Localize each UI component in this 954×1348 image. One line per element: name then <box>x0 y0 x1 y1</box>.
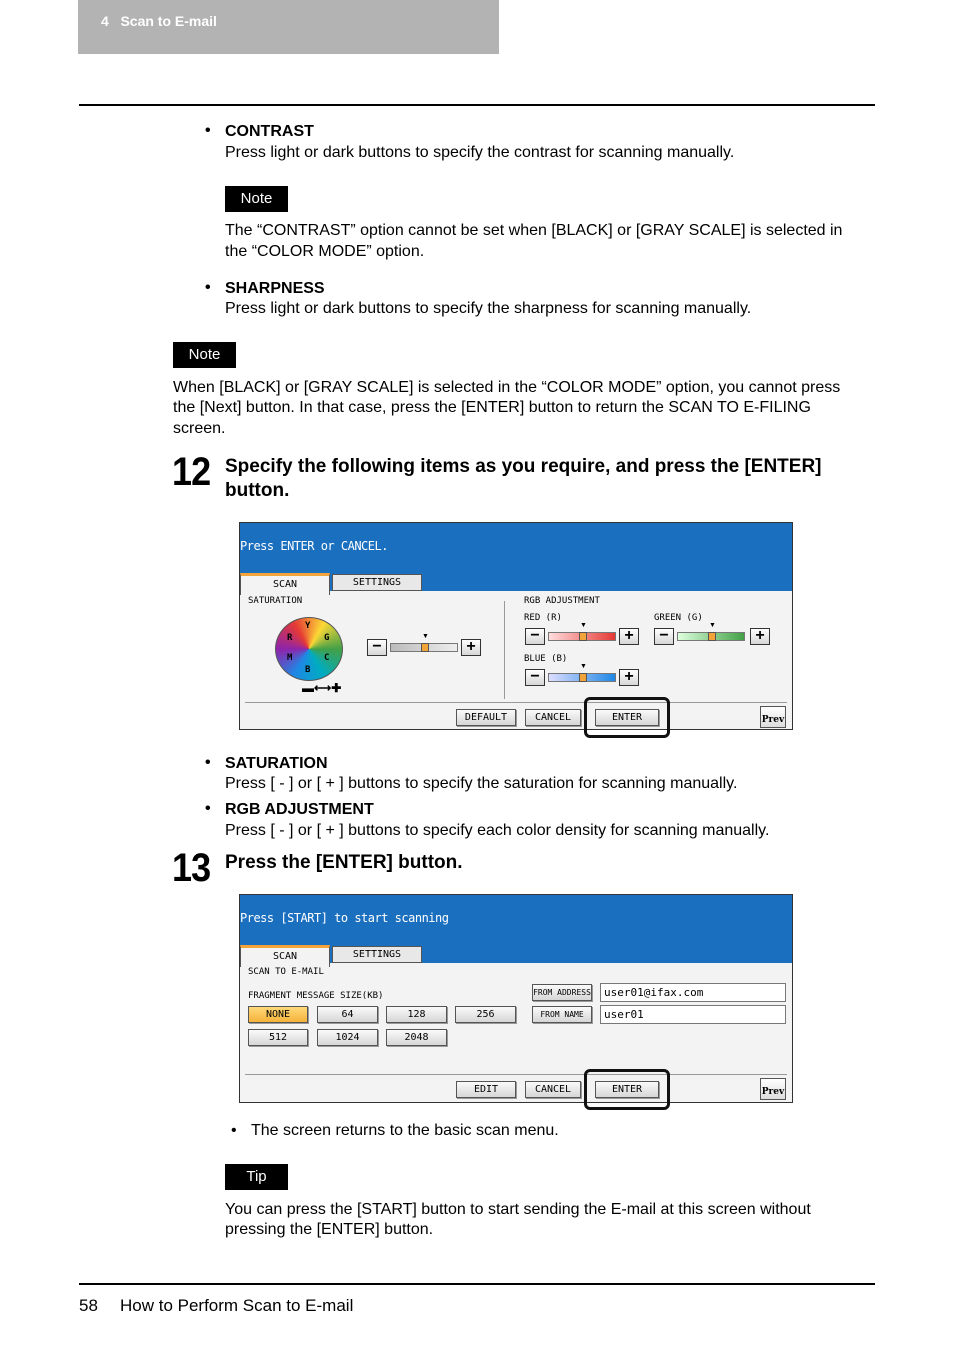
screen-divider <box>504 601 505 699</box>
size-64-button[interactable]: 64 <box>317 1006 378 1023</box>
note-label: Note <box>173 342 236 368</box>
bullet-dot: • <box>205 279 211 296</box>
from-address-button[interactable]: FROM ADDRESS <box>532 984 592 1001</box>
saturation-minus-button[interactable]: − <box>367 639 387 656</box>
size-128-button[interactable]: 128 <box>386 1006 447 1023</box>
bullet-dot: • <box>205 754 211 771</box>
size-512-button[interactable]: 512 <box>248 1029 308 1046</box>
cancel-button[interactable]: CANCEL <box>525 1081 581 1098</box>
screen-message: Press ENTER or CANCEL. <box>240 539 388 553</box>
step-number-12: 12 <box>172 450 211 494</box>
wheel-label-r: R <box>287 633 293 643</box>
blue-plus-button[interactable]: + <box>619 669 639 686</box>
note2-line1: When [BLACK] or [GRAY SCALE] is selected in the “COLOR MODE” option, you cannot press <box>173 379 841 396</box>
saturation-desc: Press [ - ] or [ + ] buttons to specify the saturation for scanning manually. <box>225 775 738 792</box>
contrast-note-line2: the “COLOR MODE” option. <box>225 243 425 260</box>
contrast-title: CONTRAST <box>225 123 314 140</box>
saturation-title: SATURATION <box>225 755 328 772</box>
rgb-desc: Press [ - ] or [ + ] buttons to specify each color density for scanning manually. <box>225 822 770 839</box>
tab-scan[interactable]: SCAN <box>240 945 330 967</box>
bullet-dot: • <box>231 1122 237 1139</box>
red-default-triangle-icon: ▼ <box>580 622 587 629</box>
enter-highlight-frame <box>584 697 670 738</box>
wheel-label-c: C <box>324 653 330 663</box>
prev-button[interactable]: Prev <box>760 706 786 728</box>
default-button[interactable]: DEFAULT <box>456 709 516 726</box>
result-text: The screen returns to the basic scan menu. <box>251 1122 559 1139</box>
from-name-field[interactable]: user01 <box>600 1005 786 1024</box>
saturation-default-triangle-icon: ▼ <box>422 633 429 640</box>
sharpness-desc: Press light or dark buttons to specify the sharpness for scanning manually. <box>225 300 752 317</box>
enter-highlight-frame <box>584 1069 670 1110</box>
note2-line3: screen. <box>173 420 226 437</box>
saturation-plus-button[interactable]: + <box>461 639 481 656</box>
saturation-marker <box>421 643 429 652</box>
chapter-header: 4 Scan to E-mail <box>101 13 217 29</box>
red-plus-button[interactable]: + <box>619 628 639 645</box>
cancel-button[interactable]: CANCEL <box>525 709 581 726</box>
tab-settings[interactable]: SETTINGS <box>332 574 422 591</box>
contrast-note-line1: The “CONTRAST” option cannot be set when [BLACK] or [GRAY SCALE] is selected in <box>225 222 843 239</box>
tip-line1: You can press the [START] button to start sending the E-mail at this screen without <box>225 1201 811 1218</box>
green-default-triangle-icon: ▼ <box>709 622 716 629</box>
edit-button[interactable]: EDIT <box>456 1081 516 1098</box>
note2-line2: the [Next] button. In that case, press the [ENTER] button to return the SCAN TO E-FILING <box>173 399 811 416</box>
step13-title: Press the [ENTER] button. <box>225 852 463 873</box>
green-minus-button[interactable]: − <box>654 628 674 645</box>
step12-title-line1: Specify the following items as you require, and press the [ENTER] <box>225 456 822 477</box>
sharpness-title: SHARPNESS <box>225 280 325 297</box>
top-rule <box>79 104 875 106</box>
screen-bottom-divider <box>245 1074 787 1075</box>
footer-title: How to Perform Scan to E-mail <box>120 1296 354 1315</box>
prev-button[interactable]: Prev <box>760 1078 786 1100</box>
screen-scan-to-email <box>239 894 793 1103</box>
from-address-field[interactable]: user01@ifax.com <box>600 983 786 1002</box>
green-marker <box>708 632 716 641</box>
enter-button[interactable]: ENTER <box>595 709 659 726</box>
blue-label: BLUE (B) <box>524 654 568 664</box>
size-256-button[interactable]: 256 <box>455 1006 516 1023</box>
blue-marker <box>579 673 587 682</box>
rgb-title: RGB ADJUSTMENT <box>225 801 374 818</box>
tip-line2: pressing the [ENTER] button. <box>225 1221 434 1238</box>
contrast-desc: Press light or dark buttons to specify the contrast for scanning manually. <box>225 144 735 161</box>
saturation-scale-icon: ▬⟷✚ <box>302 681 342 695</box>
from-name-button[interactable]: FROM NAME <box>532 1006 592 1023</box>
screen-message: Press [START] to start scanning <box>240 911 449 925</box>
bottom-rule <box>79 1283 875 1285</box>
green-plus-button[interactable]: + <box>750 628 770 645</box>
size-none-button[interactable]: NONE <box>248 1006 308 1023</box>
enter-button[interactable]: ENTER <box>595 1081 659 1098</box>
wheel-label-y: Y <box>305 621 311 631</box>
wheel-label-b: B <box>305 665 311 675</box>
green-label: GREEN (G) <box>654 613 703 623</box>
wheel-label-m: M <box>287 653 293 663</box>
blue-default-triangle-icon: ▼ <box>580 663 587 670</box>
blue-minus-button[interactable]: − <box>525 669 545 686</box>
size-2048-button[interactable]: 2048 <box>386 1029 447 1046</box>
step-number-13: 13 <box>172 846 211 890</box>
page-number: 58 <box>79 1296 98 1315</box>
bullet-dot: • <box>205 800 211 817</box>
red-minus-button[interactable]: − <box>525 628 545 645</box>
wheel-label-g: G <box>324 633 330 643</box>
tab-settings[interactable]: SETTINGS <box>332 946 422 963</box>
step12-title-line2: button. <box>225 480 290 501</box>
tip-label: Tip <box>225 1164 288 1190</box>
bullet-dot: • <box>205 122 211 139</box>
saturation-label: SATURATION <box>248 596 303 606</box>
size-1024-button[interactable]: 1024 <box>317 1029 378 1046</box>
screen-bottom-divider <box>245 702 787 703</box>
red-label: RED (R) <box>524 613 562 623</box>
rgb-adjustment-label: RGB ADJUSTMENT <box>524 596 600 606</box>
note-label: Note <box>225 186 288 212</box>
screen-saturation-rgb <box>239 522 793 730</box>
scan-to-email-label: SCAN TO E-MAIL <box>248 967 324 977</box>
fragment-size-label: FRAGMENT MESSAGE SIZE(KB) <box>248 991 384 1001</box>
red-marker <box>579 632 587 641</box>
tab-scan[interactable]: SCAN <box>240 573 330 595</box>
